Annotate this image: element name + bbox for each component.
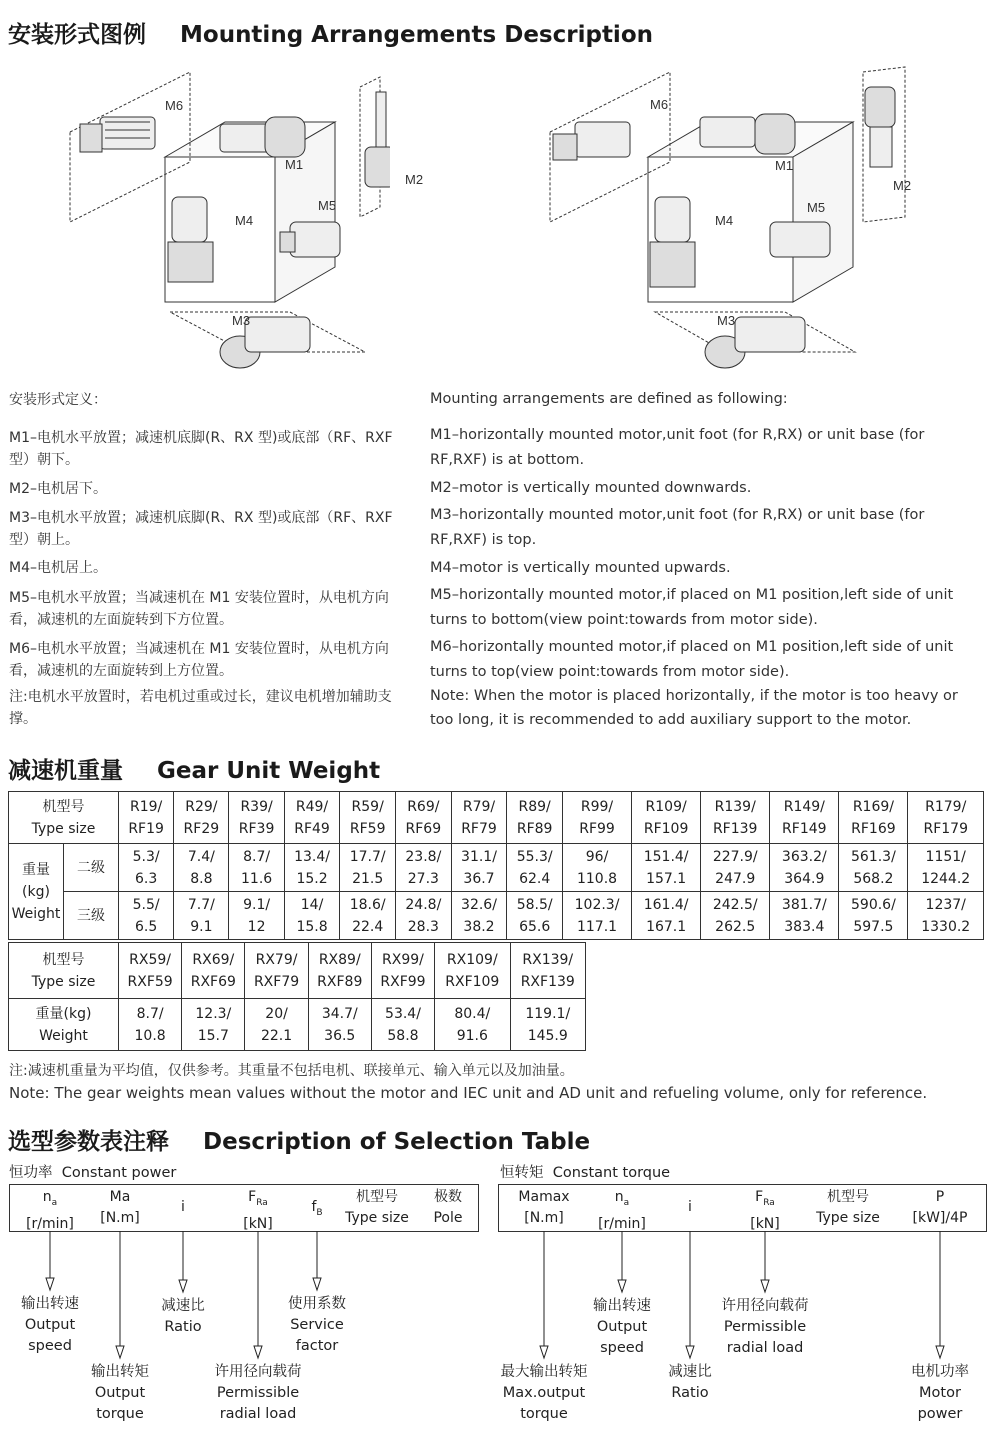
weight-cell-three-stage: 242.5/ 262.5 — [701, 892, 770, 940]
def-m5-en: M5–horizontally mounted motor,if placed on M1 position,left side of unit turns to bottom(view point:towards from motor side). — [430, 587, 954, 628]
power-header-2: i — [181, 1199, 185, 1215]
type-size-cell: R79/ RF79 — [451, 792, 507, 844]
arrow-head — [936, 1346, 944, 1358]
mounting-intro-cn: 安装形式定义： — [9, 392, 107, 408]
power-label-1: 输出转矩 Output torque — [91, 1364, 149, 1422]
def-m1-cn: M1–电机水平放置；减速机底脚(R、RX 型)或底部（RF、RXF 型）朝下。 — [9, 430, 393, 468]
type-size-cell: RX69/ RXF69 — [182, 943, 245, 999]
power-header-3: $F_{Ra}$ [kN] — [243, 1189, 273, 1232]
mounting-title-en: Mounting Arrangements Description — [180, 22, 653, 48]
weight-cell-two-stage: 363.2/ 364.9 — [770, 844, 839, 892]
weight-cell-two-stage: 1151/ 1244.2 — [908, 844, 984, 892]
type-size-cell: R109/ RF109 — [632, 792, 701, 844]
weight-cell-two-stage: 227.9/ 247.9 — [701, 844, 770, 892]
def-m4-cn: M4–电机居上。 — [9, 560, 107, 576]
arrow-head — [179, 1280, 187, 1292]
label-m3: M3 — [717, 313, 736, 328]
weight-header: 重量(kg) Weight — [9, 999, 119, 1051]
def-m4-en: M4–motor is vertically mounted upwards. — [430, 560, 731, 576]
weight-cell-three-stage: 24.8/ 28.3 — [396, 892, 452, 940]
torque-header-1: $n_a$ [r/min] — [598, 1189, 646, 1232]
mounting-note-en: Note: When the motor is placed horizontally, if the motor is too heavy or too long, it is recommended to add auxiliary support to the motor. — [430, 688, 958, 728]
weight-cell: 34.7/ 36.5 — [308, 999, 371, 1051]
weight-cell-two-stage: 55.3/ 62.4 — [507, 844, 563, 892]
weight-cell: 12.3/ 15.7 — [182, 999, 245, 1051]
weight-cell-three-stage: 7.7/ 9.1 — [174, 892, 229, 940]
arrow-head — [46, 1278, 54, 1290]
power-label-4: 使用系数 Service factor — [288, 1296, 346, 1354]
label-m1: M1 — [285, 157, 304, 172]
type-size-cell: RX59/ RXF59 — [119, 943, 182, 999]
weight-title-cn: 减速机重量 — [8, 758, 123, 784]
type-size-cell: R19/ RF19 — [119, 792, 174, 844]
weight-cell-two-stage: 96/ 110.8 — [562, 844, 631, 892]
type-size-cell: R99/ RF99 — [562, 792, 631, 844]
type-size-cell: R149/ RF149 — [770, 792, 839, 844]
torque-header-2: i — [688, 1199, 692, 1215]
label-m4: M4 — [715, 213, 734, 228]
label-m6: M6 — [650, 97, 669, 112]
weight-cell-three-stage: 1237/ 1330.2 — [908, 892, 984, 940]
weight-cell-three-stage: 32.6/ 38.2 — [451, 892, 507, 940]
selection-title-cn: 选型参数表注释 — [8, 1129, 169, 1155]
weight-note-en: Note: The gear weights mean values without the motor and IEC unit and AD unit and refueling volume, only for reference. — [9, 1084, 928, 1102]
weight-cell-two-stage: 7.4/ 8.8 — [174, 844, 229, 892]
label-m6: M6 — [165, 98, 184, 113]
power-header-4: $f_B$ — [311, 1199, 323, 1218]
weight-cell: 119.1/ 145.9 — [510, 999, 585, 1051]
def-m5-cn: M5–电机水平放置；当减速机在 M1 安装位置时，从电机方向看，减速机的左面旋转到下方位置。 — [9, 590, 389, 628]
type-size-cell: RX139/ RXF139 — [510, 943, 585, 999]
power-header-5: 机型号 Type size — [345, 1189, 409, 1226]
type-size-cell: R59/ RF59 — [340, 792, 396, 844]
weight-cell-three-stage: 161.4/ 167.1 — [632, 892, 701, 940]
type-size-cell: RX99/ RXF99 — [371, 943, 434, 999]
torque-label-3: 许用径向载荷 Permissible radial load — [721, 1298, 809, 1356]
label-m1: M1 — [775, 158, 794, 173]
weight-cell-three-stage: 5.5/ 6.5 — [119, 892, 174, 940]
type-size-cell: RX109/ RXF109 — [435, 943, 510, 999]
weight-header: 重量(kg) Weight — [9, 844, 64, 940]
weight-cell-two-stage: 13.4/ 15.2 — [284, 844, 340, 892]
torque-label-1: 输出转速 Output speed — [593, 1298, 651, 1356]
def-m6-en: M6–horizontally mounted motor,if placed on M1 position,left side of unit turns to top(view point:towards from motor side). — [430, 639, 954, 680]
label-m5: M5 — [807, 200, 826, 215]
def-m1-en: M1–horizontally mounted motor,unit foot (for R,RX) or unit base (for RF,RXF) is at bottom. — [430, 427, 925, 468]
type-size-cell: R169/ RF169 — [839, 792, 908, 844]
type-size-cell: R39/ RF39 — [229, 792, 284, 844]
weight-cell: 80.4/ 91.6 — [435, 999, 510, 1051]
power-label-3: 许用径向载荷 Permissible radial load — [214, 1364, 302, 1422]
weight-cell-three-stage: 18.6/ 22.4 — [340, 892, 396, 940]
weight-cell-three-stage: 9.1/ 12 — [229, 892, 284, 940]
type-size-cell: R139/ RF139 — [701, 792, 770, 844]
arrow-head — [313, 1278, 321, 1290]
torque-label-2: 减速比 Ratio — [668, 1364, 712, 1401]
constant-torque-cn: 恒转矩 — [500, 1165, 544, 1181]
weight-cell-three-stage: 381.7/ 383.4 — [770, 892, 839, 940]
weight-cell-two-stage: 31.1/ 36.7 — [451, 844, 507, 892]
constant-power-en: Constant power — [61, 1165, 177, 1181]
type-size-cell: RX79/ RXF79 — [245, 943, 308, 999]
label-m5: M5 — [318, 198, 337, 213]
mounting-note-cn: 注:电机水平放置时，若电机过重或过长，建议电机增加辅助支撑。 — [9, 689, 392, 727]
arrow-head — [116, 1346, 124, 1358]
stage-three-label: 三级 — [64, 892, 119, 940]
arrow-head — [761, 1280, 769, 1292]
torque-label-4: 电机功率 Motor power — [911, 1364, 969, 1422]
label-m2: M2 — [893, 178, 912, 193]
weight-cell-three-stage: 590.6/ 597.5 — [839, 892, 908, 940]
weight-cell-two-stage: 151.4/ 157.1 — [632, 844, 701, 892]
type-size-cell: R179/ RF179 — [908, 792, 984, 844]
stage-two-label: 二级 — [64, 844, 119, 892]
weight-cell: 53.4/ 58.8 — [371, 999, 434, 1051]
torque-header-4: 机型号 Type size — [816, 1189, 880, 1226]
torque-label-0: 最大输出转矩 Max.output torque — [500, 1364, 588, 1422]
torque-header-3: $F_{Ra}$ [kN] — [750, 1189, 780, 1232]
weight-cell: 8.7/ 10.8 — [119, 999, 182, 1051]
mounting-intro-en: Mounting arrangements are defined as following: — [430, 391, 788, 407]
def-m3-cn: M3–电机水平放置；减速机底脚(R、RX 型)或底部（RF、RXF 型）朝上。 — [9, 510, 393, 548]
type-size-cell: R49/ RF49 — [284, 792, 340, 844]
type-size-cell: R89/ RF89 — [507, 792, 563, 844]
arrow-head — [254, 1346, 262, 1358]
label-m2-left: M2 — [405, 172, 424, 187]
arrow-head — [540, 1346, 548, 1358]
weight-note-cn: 注:减速机重量为平均值，仅供参考。其重量不包括电机、联接单元、输入单元以及加油量。 — [9, 1063, 574, 1079]
type-size-cell: R29/ RF29 — [174, 792, 229, 844]
label-m3: M3 — [232, 313, 251, 328]
weight-cell-two-stage: 561.3/ 568.2 — [839, 844, 908, 892]
type-size-header: 机型号 Type size — [9, 943, 119, 999]
def-m2-en: M2–motor is vertically mounted downwards. — [430, 480, 752, 496]
arrow-head — [686, 1346, 694, 1358]
power-label-0: 输出转速 Output speed — [21, 1296, 79, 1354]
weight-cell-three-stage: 102.3/ 117.1 — [562, 892, 631, 940]
weight-cell: 20/ 22.1 — [245, 999, 308, 1051]
label-m4: M4 — [235, 213, 254, 228]
torque-header-5: P [kW]/4P — [912, 1189, 968, 1226]
def-m3-en: M3–horizontally mounted motor,unit foot (for R,RX) or unit base (for RF,RXF) is top. — [430, 507, 925, 548]
def-m6-cn: M6–电机水平放置；当减速机在 M1 安装位置时，从电机方向看，减速机的左面旋转到上方位置。 — [9, 641, 389, 679]
mounting-title-cn: 安装形式图例 — [8, 22, 146, 48]
def-m2-cn: M2–电机居下。 — [9, 481, 107, 497]
weight-cell-two-stage: 8.7/ 11.6 — [229, 844, 284, 892]
selection-title-en: Description of Selection Table — [203, 1129, 591, 1155]
weight-cell-two-stage: 17.7/ 21.5 — [340, 844, 396, 892]
type-size-cell: RX89/ RXF89 — [308, 943, 371, 999]
torque-header-0: Mamax [N.m] — [518, 1189, 570, 1226]
constant-power-cn: 恒功率 — [9, 1165, 53, 1181]
weight-title-en: Gear Unit Weight — [157, 758, 381, 784]
power-label-2: 减速比 Ratio — [161, 1298, 205, 1335]
weight-cell-three-stage: 58.5/ 65.6 — [507, 892, 563, 940]
power-header-0: $n_a$ [r/min] — [26, 1189, 74, 1232]
constant-torque-en: Constant torque — [552, 1165, 671, 1181]
arrow-head — [618, 1280, 626, 1292]
weight-cell-two-stage: 23.8/ 27.3 — [396, 844, 452, 892]
type-size-header: 机型号 Type size — [9, 792, 119, 844]
power-header-1: Ma [N.m] — [100, 1189, 140, 1226]
type-size-cell: R69/ RF69 — [396, 792, 452, 844]
weight-cell-two-stage: 5.3/ 6.3 — [119, 844, 174, 892]
power-header-6: 极数 Pole — [433, 1189, 463, 1226]
weight-cell-three-stage: 14/ 15.8 — [284, 892, 340, 940]
